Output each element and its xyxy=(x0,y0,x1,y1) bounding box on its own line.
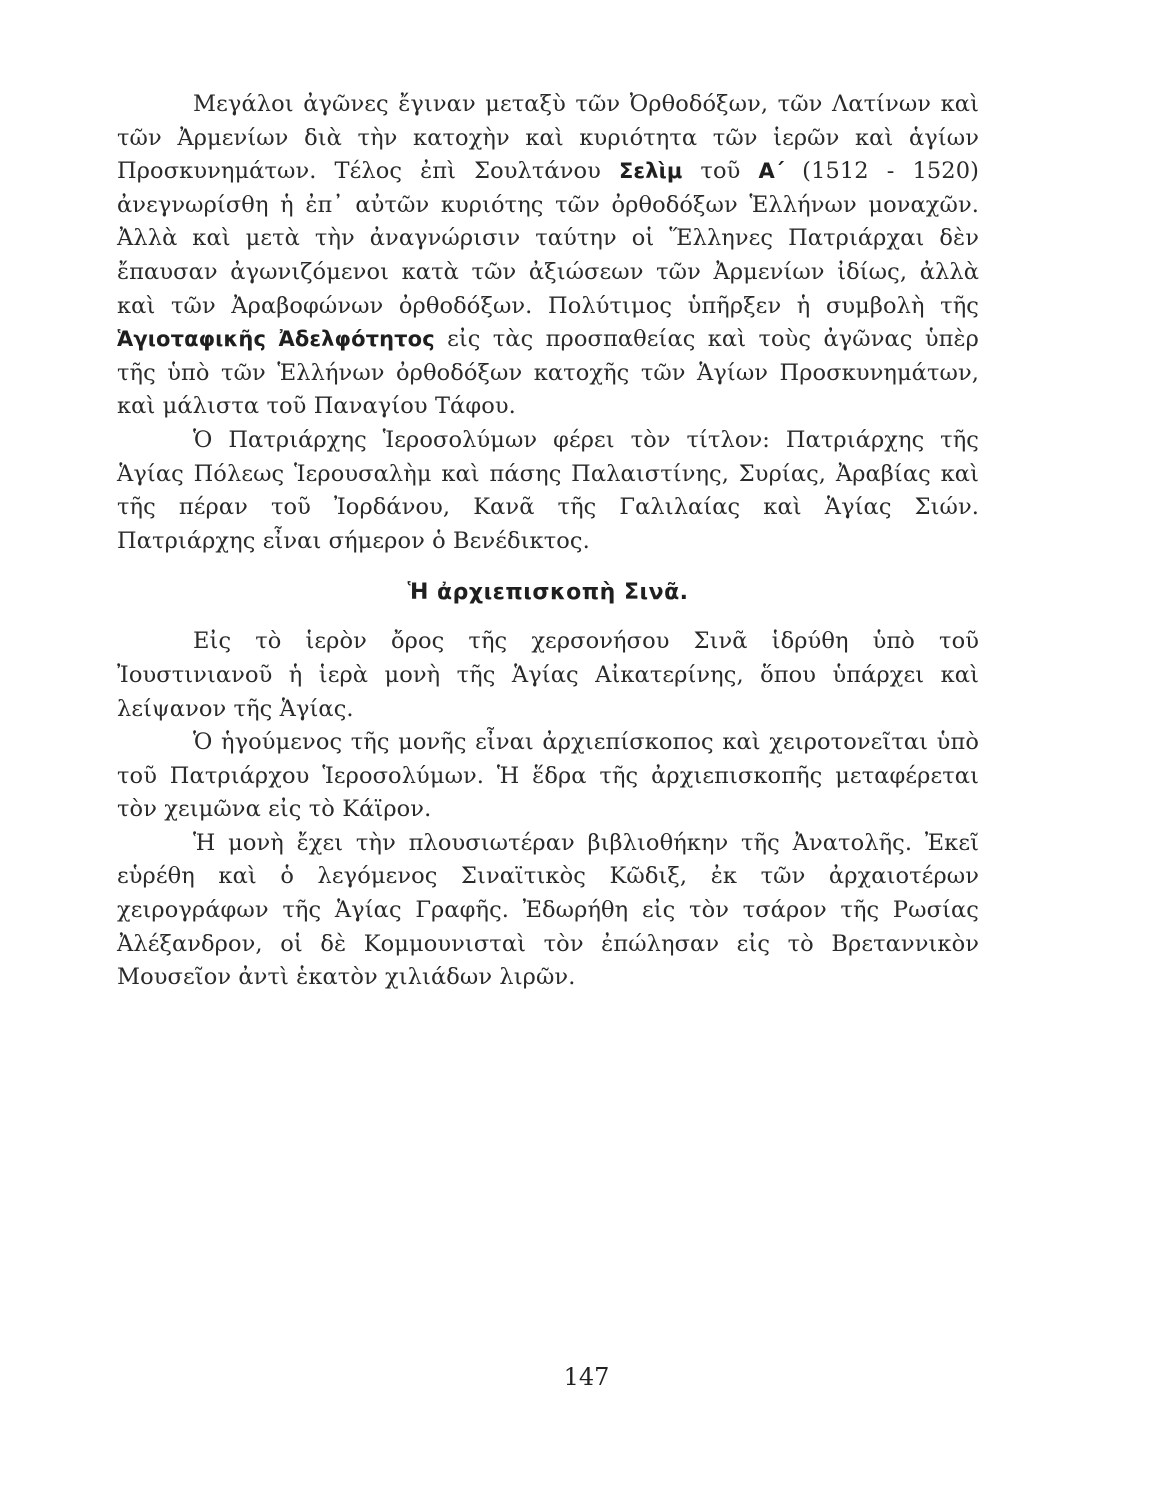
bold-name-selim: Σελὶμ xyxy=(618,159,683,184)
section-heading: Ἡ ἀρχιεπισκοπὴ Σινᾶ. xyxy=(407,580,689,606)
paragraph-struggles xyxy=(117,88,979,424)
bold-numeral: Α΄ xyxy=(758,159,785,184)
text-run: Μεγάλοι ἀγῶνες ἔγιναν μεταξὺ τῶν Ὀρθοδόξων, τῶν Λατίνων καὶ τῶν Ἀρμενίων διὰ τὴν κατοχὴν καὶ κυριότητα τῶν ἱερῶν καὶ ἁγίων Προσκυνημάτων. Τέλος ἐπὶ Σουλτάνου xyxy=(117,91,979,185)
paragraph-patriarch-title: Ὁ Πατριάρχης Ἱεροσολύμων φέρει τὸν τίτλον: Πατριάρχης τῆς Ἁγίας Πόλεως Ἱερουσαλὴμ καὶ πάσης Παλαιστίνης, Συρίας, Ἀραβίας καὶ τῆς πέραν τοῦ Ἰορδάνου, Κανᾶ τῆς Γαλιλαίας καὶ Ἁγίας Σιών. Πατριάρχης εἶναι σήμερον ὁ Βενέδικτος. xyxy=(117,426,979,554)
text-run: τοῦ xyxy=(682,158,759,185)
paragraph-library: Ἡ μονὴ ἔχει τὴν πλουσιωτέραν βιβλιοθήκην τῆς Ἀνατολῆς. Ἐκεῖ εὑρέθη καὶ ὁ λεγόμενος Σιναϊτικὸς Κῶδιξ, ἐκ τῶν ἀρχαιοτέρων χειρογράφων τῆς Ἁγίας Γραφῆς. Ἐδωρήθη εἰς τὸν τσάρον τῆς Ρωσίας Ἀλέξανδρον, οἱ δὲ Κομμουνισταὶ τὸν ἐπώλησαν εἰς τὸ Βρεταννικὸν Μουσεῖον ἀντὶ ἑκατὸν χιλιάδων λιρῶν. xyxy=(117,829,979,991)
page-number: 147 xyxy=(563,1363,610,1391)
page-body xyxy=(117,88,979,995)
text-run: (1512 - 1520) ἀνεγνωρίσθη ἡ ἐπ᾽ αὐτῶν κυριότης τῶν ὀρθοδόξων Ἑλλήνων μοναχῶν. Ἀλλὰ καὶ μετὰ τὴν ἀναγνώρισιν ταύτην οἱ Ἕλληνες Πατριάρχαι δὲν ἔπαυσαν ἀγωνιζόμενοι κατὰ τῶν ἀξιώσεων τῶν Ἀρμενίων ἰδίως, ἀλλὰ καὶ τῶν Ἀραβοφώνων ὀρθοδόξων. Πολύτιμος ὑπῆρξεν ἡ συμβολὴ τῆς xyxy=(117,158,979,319)
text-run: εἰς τὰς προσπαθείας καὶ τοὺς ἀγῶνας ὑπὲρ τῆς ὑπὸ τῶν Ἑλλήνων ὀρθοδόξων κατοχῆς τῶν Ἁγίων Προσκυνημάτων, καὶ μάλιστα τοῦ Παναγίου Τάφου. xyxy=(117,326,979,420)
bold-brotherhood: Ἁγιοταφικῆς Ἀδελφότητος xyxy=(117,327,435,352)
paragraph-monastery: Εἰς τὸ ἱερὸν ὄρος τῆς χερσονήσου Σινᾶ ἱδρύθη ὑπὸ τοῦ Ἰουστινιανοῦ ἡ ἱερὰ μονὴ τῆς Ἁγίας Αἰκατερίνης, ὅπου ὑπάρχει καὶ λείψανον τῆς Ἁγίας. xyxy=(117,628,979,722)
paragraph-abbot: Ὁ ἡγούμενος τῆς μονῆς εἶναι ἀρχιεπίσκοπος καὶ χειροτονεῖται ὑπὸ τοῦ Πατριάρχου Ἱεροσολύμων. Ἡ ἕδρα τῆς ἀρχιεπισκοπῆς μεταφέρεται τὸν χειμῶνα εἰς τὸ Κάϊρον. xyxy=(117,729,979,823)
